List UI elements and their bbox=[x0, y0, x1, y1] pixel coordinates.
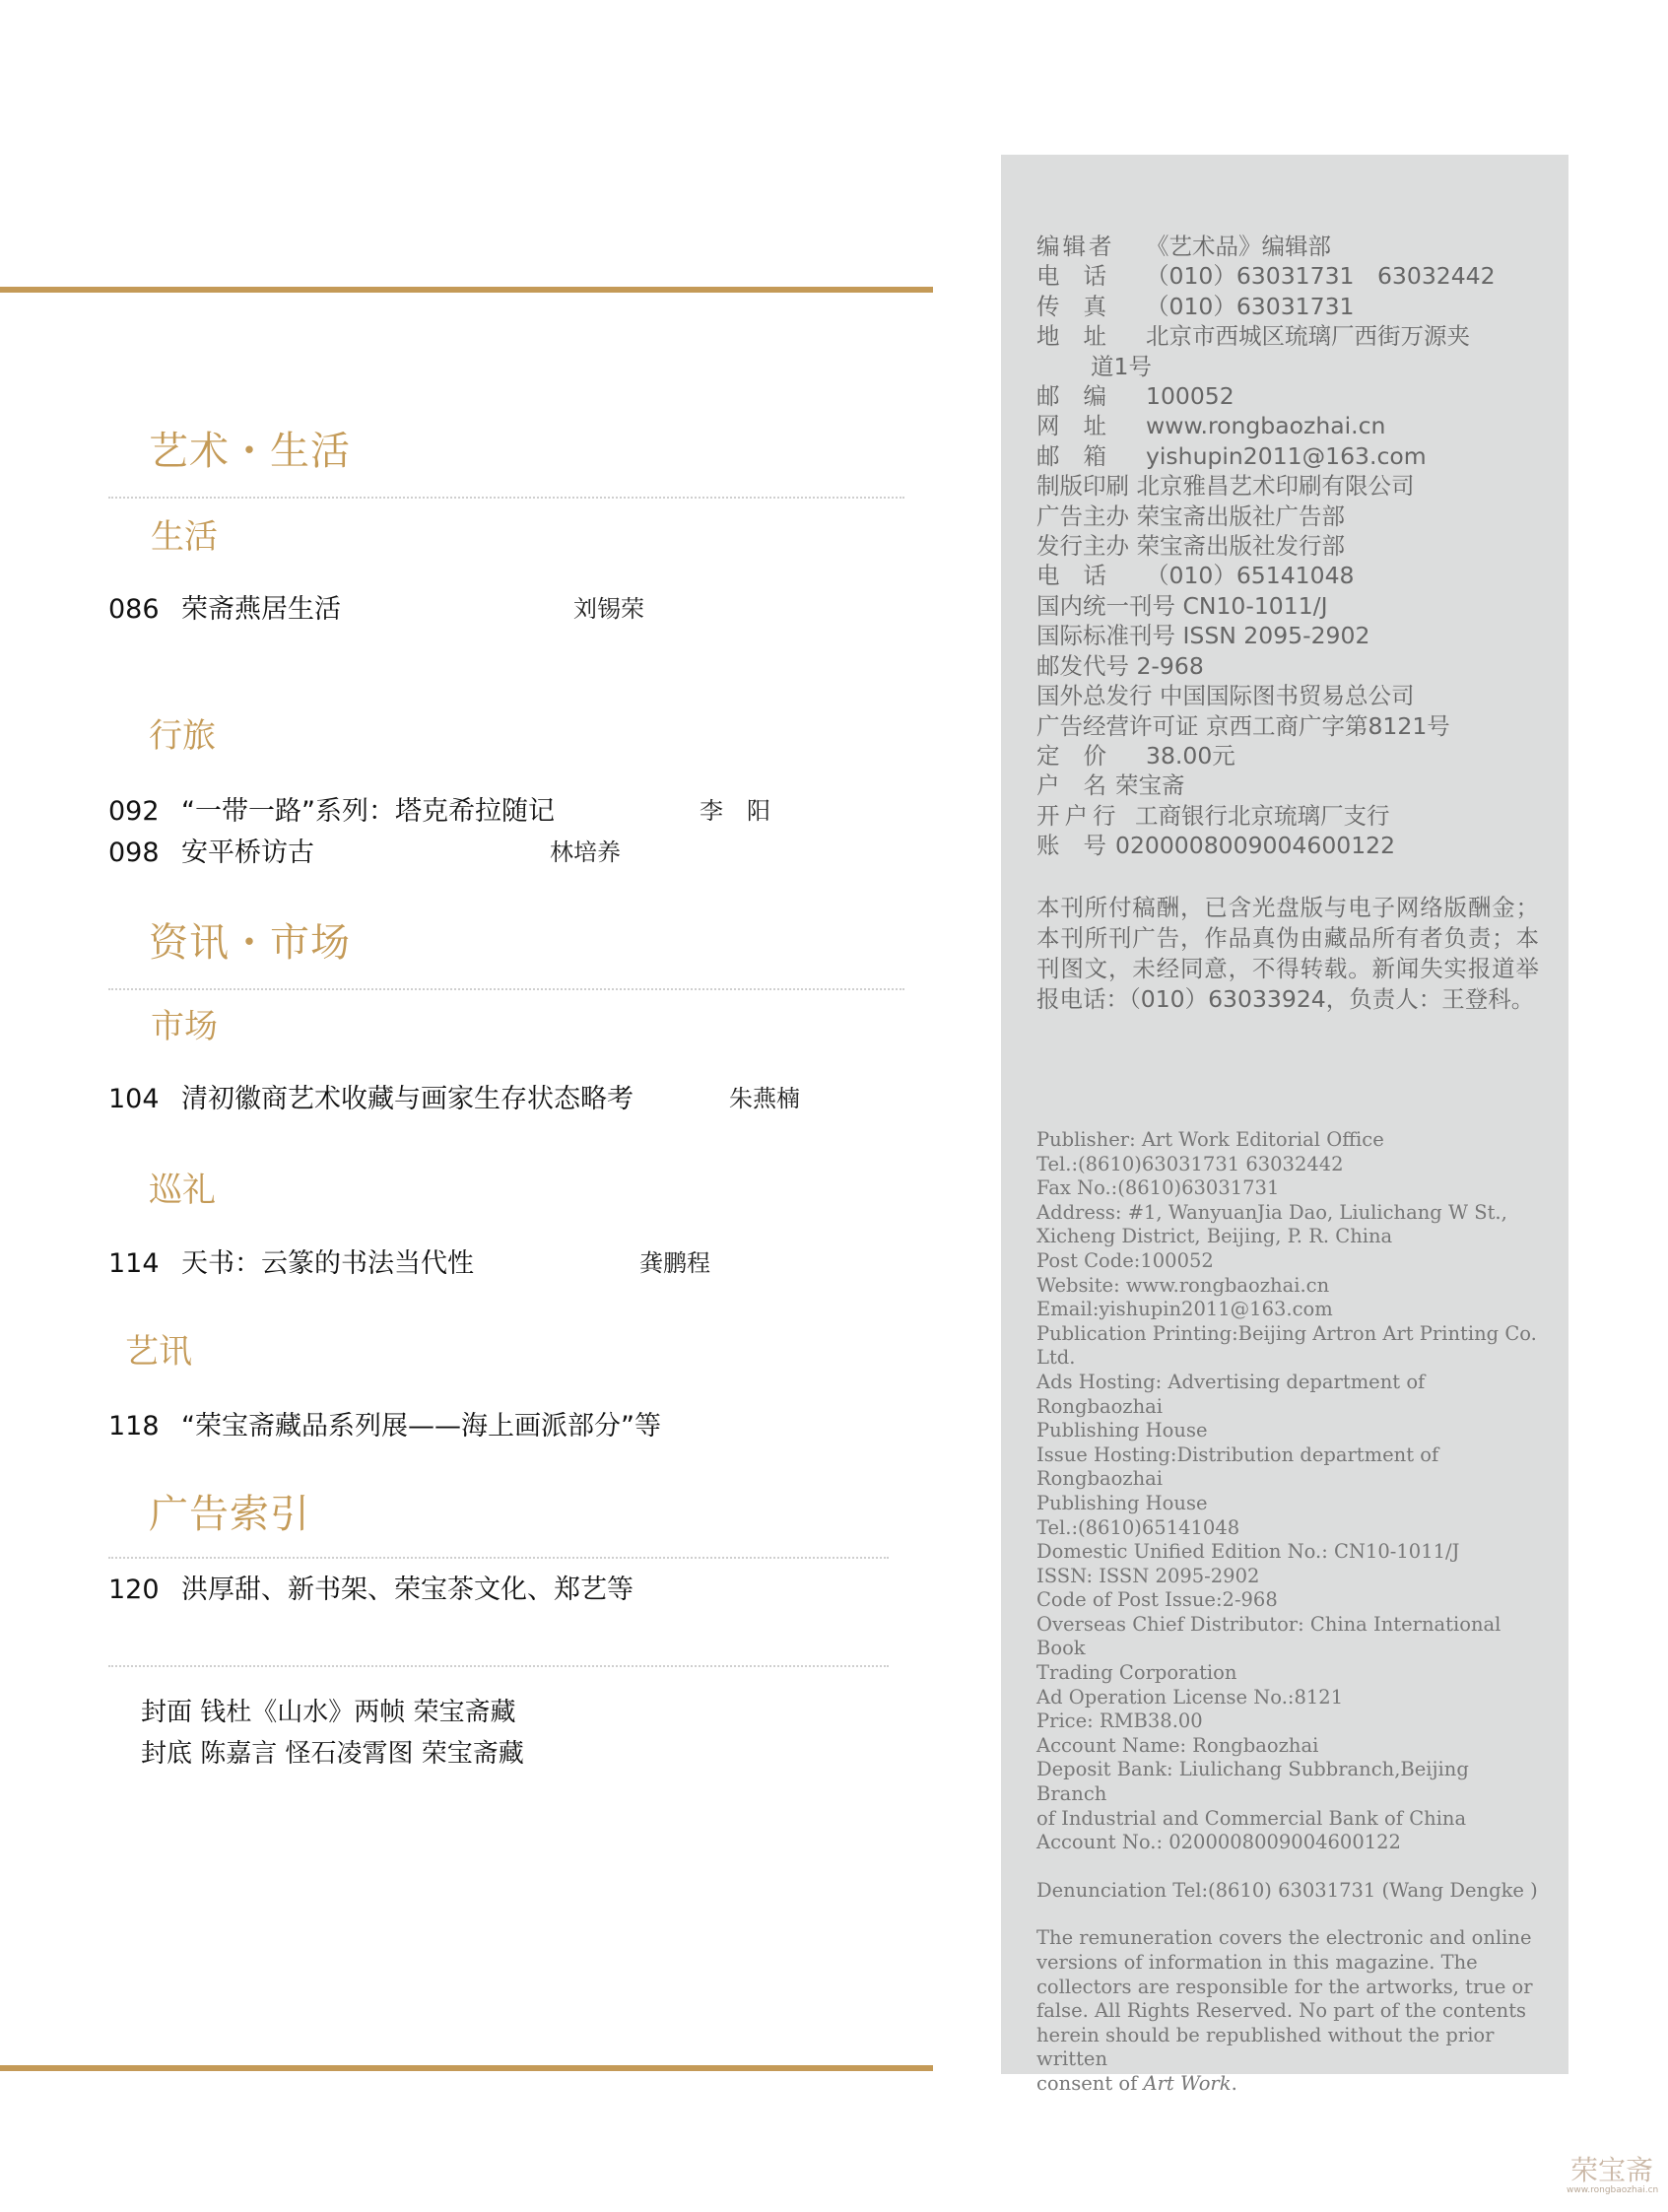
toc-page-number: 098 bbox=[108, 838, 160, 868]
info-value: （010）65141048 bbox=[1146, 562, 1355, 590]
info-row-bank bbox=[1036, 801, 1539, 831]
toc-title: “一带一路”系列：塔克希拉随记 bbox=[181, 796, 555, 827]
eng-line: Tel.:(8610)65141048 bbox=[1036, 1515, 1240, 1539]
eng-line: Publishing House bbox=[1036, 1419, 1208, 1442]
info-value: （010）63031731 63032442 bbox=[1146, 262, 1496, 291]
toc-page-number: 118 bbox=[108, 1411, 160, 1441]
consent-suffix: . bbox=[1231, 2071, 1237, 2095]
info-label: 国外总发行 bbox=[1036, 682, 1153, 710]
section-ads-heading: 广告索引 bbox=[149, 1492, 310, 1537]
info-label: 编辑者 bbox=[1036, 233, 1115, 260]
info-label: 传真 bbox=[1036, 292, 1130, 320]
publication-info-list bbox=[1036, 232, 1539, 861]
info-label: 账号 bbox=[1036, 832, 1130, 860]
eng-line: ISSN: ISSN 2095-2902 bbox=[1036, 1564, 1260, 1587]
toc-title: 天书：云篆的书法当代性 bbox=[181, 1248, 474, 1279]
info-row-address-cont bbox=[1036, 352, 1539, 381]
eng-line: Trading Corporation bbox=[1036, 1661, 1237, 1685]
info-label: 电话 bbox=[1036, 262, 1130, 291]
eng-line: collectors are responsible for the artworks, true or bbox=[1036, 1975, 1533, 1998]
toc-entry-118[interactable] bbox=[108, 1404, 661, 1442]
section-info-market-heading: 资讯・市场 bbox=[149, 920, 351, 966]
toc-page-number: 086 bbox=[108, 594, 160, 625]
eng-line: Post Code:100052 bbox=[1036, 1248, 1214, 1272]
info-value: （010）63031731 bbox=[1146, 292, 1355, 320]
toc-entry-086[interactable] bbox=[108, 587, 341, 626]
logo-url: www.rongbaozhai.cn bbox=[1567, 2185, 1659, 2195]
info-label: 定价 bbox=[1036, 741, 1130, 770]
info-value: 荣宝斋出版社广告部 bbox=[1136, 502, 1345, 530]
info-value: 京西工商广字第8121号 bbox=[1205, 711, 1450, 740]
info-row-editor bbox=[1036, 232, 1539, 261]
info-row-overseas bbox=[1036, 681, 1539, 710]
cover-front-caption: 封面 钱杜《山水》两帧 荣宝斋藏 bbox=[141, 1698, 516, 1727]
eng-line: Issue Hosting:Distribution department of Rongbaozhai bbox=[1036, 1442, 1439, 1491]
eng-line: Tel.:(8610)63031731 63032442 bbox=[1036, 1152, 1344, 1175]
info-row-postcode bbox=[1036, 381, 1539, 411]
info-label: 开户行 bbox=[1036, 801, 1121, 830]
top-divider bbox=[0, 287, 933, 293]
toc-author: 朱燕楠 bbox=[729, 1085, 800, 1112]
subsection-tour-heading: 巡礼 bbox=[149, 1171, 216, 1210]
subsection-market-heading: 市场 bbox=[151, 1007, 218, 1046]
toc-page-number: 104 bbox=[108, 1084, 160, 1114]
eng-line: Email:yishupin2011@163.com bbox=[1036, 1298, 1333, 1321]
info-value: 道1号 bbox=[1091, 352, 1152, 380]
info-row-fax bbox=[1036, 292, 1539, 321]
copyright-note-chinese: 本刊所付稿酬，已含光盘版与电子网络版酬金；本刊所刊广告，作品真伪由藏品所有者负责；本刊图文，未经同意，不得转载。新闻失实报道举报电话：（010）63033924，负责人：王登科。 bbox=[1036, 894, 1539, 1013]
info-value: 北京市西城区琉璃厂西街万源夹 bbox=[1146, 322, 1470, 351]
logo-text: 荣宝斋 bbox=[1569, 2154, 1653, 2186]
info-row-website bbox=[1036, 411, 1539, 440]
toc-author: 龚鹏程 bbox=[639, 1249, 710, 1277]
toc-entry-098[interactable] bbox=[108, 831, 314, 869]
toc-title: 荣斋燕居生活 bbox=[181, 594, 341, 625]
toc-entry-104[interactable] bbox=[108, 1077, 634, 1115]
info-value: CN10-1011/J bbox=[1182, 591, 1328, 620]
toc-entry-120[interactable] bbox=[108, 1568, 634, 1606]
info-label: 户名 bbox=[1036, 771, 1130, 800]
subsection-news-heading: 艺讯 bbox=[125, 1332, 192, 1372]
eng-line: Code of Post Issue:2-968 bbox=[1036, 1588, 1278, 1612]
info-row-price bbox=[1036, 741, 1539, 771]
info-label: 邮发代号 bbox=[1036, 651, 1129, 680]
eng-line: versions of information in this magazine. The bbox=[1036, 1951, 1478, 1974]
eng-line: Ad Operation License No.:8121 bbox=[1036, 1685, 1344, 1709]
toc-author: 林培养 bbox=[550, 838, 621, 866]
consent-prefix: consent of bbox=[1036, 2071, 1144, 2095]
info-value: 荣宝斋 bbox=[1115, 771, 1185, 800]
eng-line: Publication Printing:Beijing Artron Art Printing Co. bbox=[1036, 1321, 1537, 1345]
info-row-email bbox=[1036, 441, 1539, 471]
info-label: 网址 bbox=[1036, 412, 1130, 440]
dotted-divider bbox=[108, 988, 904, 990]
info-value[interactable]: www.rongbaozhai.cn bbox=[1146, 412, 1386, 440]
info-label: 邮箱 bbox=[1036, 441, 1130, 470]
info-label: 国内统一刊号 bbox=[1036, 591, 1175, 620]
toc-author: 刘锡荣 bbox=[573, 595, 644, 623]
info-value[interactable]: yishupin2011@163.com bbox=[1146, 441, 1427, 470]
consent-line bbox=[1036, 2072, 1539, 2097]
toc-page-number: 120 bbox=[108, 1575, 160, 1605]
info-row-address bbox=[1036, 321, 1539, 351]
info-value: 工商银行北京琉璃厂支行 bbox=[1135, 801, 1390, 830]
eng-line: The remuneration covers the electronic and online bbox=[1036, 1926, 1532, 1950]
eng-line: Account No.: 0200008009004600122 bbox=[1036, 1831, 1401, 1854]
eng-line: Xicheng District, Beijing, P. R. China bbox=[1036, 1225, 1393, 1248]
eng-line: Ads Hosting: Advertising department of Rongbaozhai bbox=[1036, 1370, 1426, 1418]
info-label: 地址 bbox=[1036, 322, 1130, 351]
info-row-ad-license bbox=[1036, 711, 1539, 741]
toc-title: “荣宝斋藏品系列展——海上画派部分”等 bbox=[181, 1411, 661, 1441]
spacer bbox=[1036, 1903, 1539, 1926]
toc-title: 安平桥访古 bbox=[181, 838, 314, 868]
info-value: 38.00元 bbox=[1146, 741, 1235, 770]
eng-line: Address: #1, WanyuanJia Dao, Liulichang W St., bbox=[1036, 1200, 1507, 1224]
eng-line: herein should be republished without the prior written bbox=[1036, 2023, 1495, 2071]
info-label: 邮编 bbox=[1036, 382, 1130, 411]
info-row-printing bbox=[1036, 471, 1539, 501]
info-label: 广告主办 bbox=[1036, 502, 1129, 530]
eng-line: Account Name: Rongbaozhai bbox=[1036, 1733, 1319, 1757]
toc-entry-092[interactable] bbox=[108, 789, 555, 828]
info-label: 制版印刷 bbox=[1036, 472, 1129, 501]
info-value: 2-968 bbox=[1136, 651, 1204, 680]
toc-title: 清初徽商艺术收藏与画家生存状态略考 bbox=[181, 1084, 634, 1114]
info-row-phone bbox=[1036, 261, 1539, 291]
info-label: 国际标准刊号 bbox=[1036, 622, 1175, 650]
eng-line: Domestic Unified Edition No.: CN10-1011/J bbox=[1036, 1540, 1460, 1564]
eng-line: Price: RMB38.00 bbox=[1036, 1709, 1203, 1733]
eng-line: Deposit Bank: Liulichang Subbranch,Beijing Branch bbox=[1036, 1758, 1469, 1806]
info-value: 中国国际图书贸易总公司 bbox=[1159, 682, 1415, 710]
info-value: ISSN 2095-2902 bbox=[1182, 622, 1370, 650]
subsection-travel-heading: 行旅 bbox=[149, 716, 216, 756]
rongbaozhai-logo bbox=[1567, 2156, 1657, 2207]
bottom-divider bbox=[0, 2065, 933, 2071]
toc-entry-114[interactable] bbox=[108, 1241, 474, 1280]
toc-title: 洪厚甜、新书架、荣宝茶文化、郑艺等 bbox=[181, 1575, 634, 1605]
eng-line: Website: www.rongbaozhai.cn bbox=[1036, 1273, 1330, 1297]
info-label: 电话 bbox=[1036, 562, 1130, 590]
dotted-divider bbox=[108, 1557, 889, 1559]
info-row-ads-host bbox=[1036, 502, 1539, 531]
subsection-life-heading: 生活 bbox=[151, 517, 218, 557]
info-row-account-name bbox=[1036, 771, 1539, 800]
eng-line: of Industrial and Commercial Bank of China bbox=[1036, 1806, 1467, 1830]
info-value: 荣宝斋出版社发行部 bbox=[1136, 532, 1345, 561]
denunciation-line: Denunciation Tel:(8610) 63031731 (Wang Dengke ) bbox=[1036, 1878, 1538, 1902]
dotted-divider bbox=[108, 497, 904, 499]
info-row-issue-host bbox=[1036, 531, 1539, 561]
eng-line: Publishing House bbox=[1036, 1491, 1208, 1514]
eng-line: Ltd. bbox=[1036, 1346, 1076, 1370]
info-row-phone-2 bbox=[1036, 561, 1539, 590]
eng-line: Fax No.:(8610)63031731 bbox=[1036, 1176, 1280, 1200]
publication-info-english bbox=[1036, 1128, 1539, 2097]
info-row-domestic-no bbox=[1036, 591, 1539, 621]
eng-line: false. All Rights Reserved. No part of the contents bbox=[1036, 1999, 1527, 2023]
info-row-issn bbox=[1036, 621, 1539, 650]
info-row-post-code bbox=[1036, 651, 1539, 681]
info-value: 0200008009004600122 bbox=[1115, 832, 1396, 860]
toc-page-number: 114 bbox=[108, 1248, 160, 1279]
cover-back-caption: 封底 陈嘉言 怪石凌霄图 荣宝斋藏 bbox=[141, 1739, 524, 1769]
section-art-life-heading: 艺术・生活 bbox=[149, 429, 351, 474]
toc-author: 李 阳 bbox=[700, 797, 770, 825]
info-value: 《艺术品》编辑部 bbox=[1146, 233, 1331, 260]
dotted-divider bbox=[108, 1665, 889, 1667]
consent-title: Art Work bbox=[1143, 2071, 1232, 2095]
info-label: 发行主办 bbox=[1036, 532, 1129, 561]
toc-page-number: 092 bbox=[108, 796, 160, 827]
info-value: 北京雅昌艺术印刷有限公司 bbox=[1136, 472, 1415, 501]
eng-line: Overseas Chief Distributor: China International Book bbox=[1036, 1612, 1501, 1660]
info-row-account-no bbox=[1036, 831, 1539, 860]
spacer bbox=[1036, 1855, 1539, 1879]
info-value: 100052 bbox=[1146, 382, 1234, 411]
eng-line: Publisher: Art Work Editorial Office bbox=[1036, 1128, 1384, 1151]
info-label: 广告经营许可证 bbox=[1036, 711, 1199, 740]
